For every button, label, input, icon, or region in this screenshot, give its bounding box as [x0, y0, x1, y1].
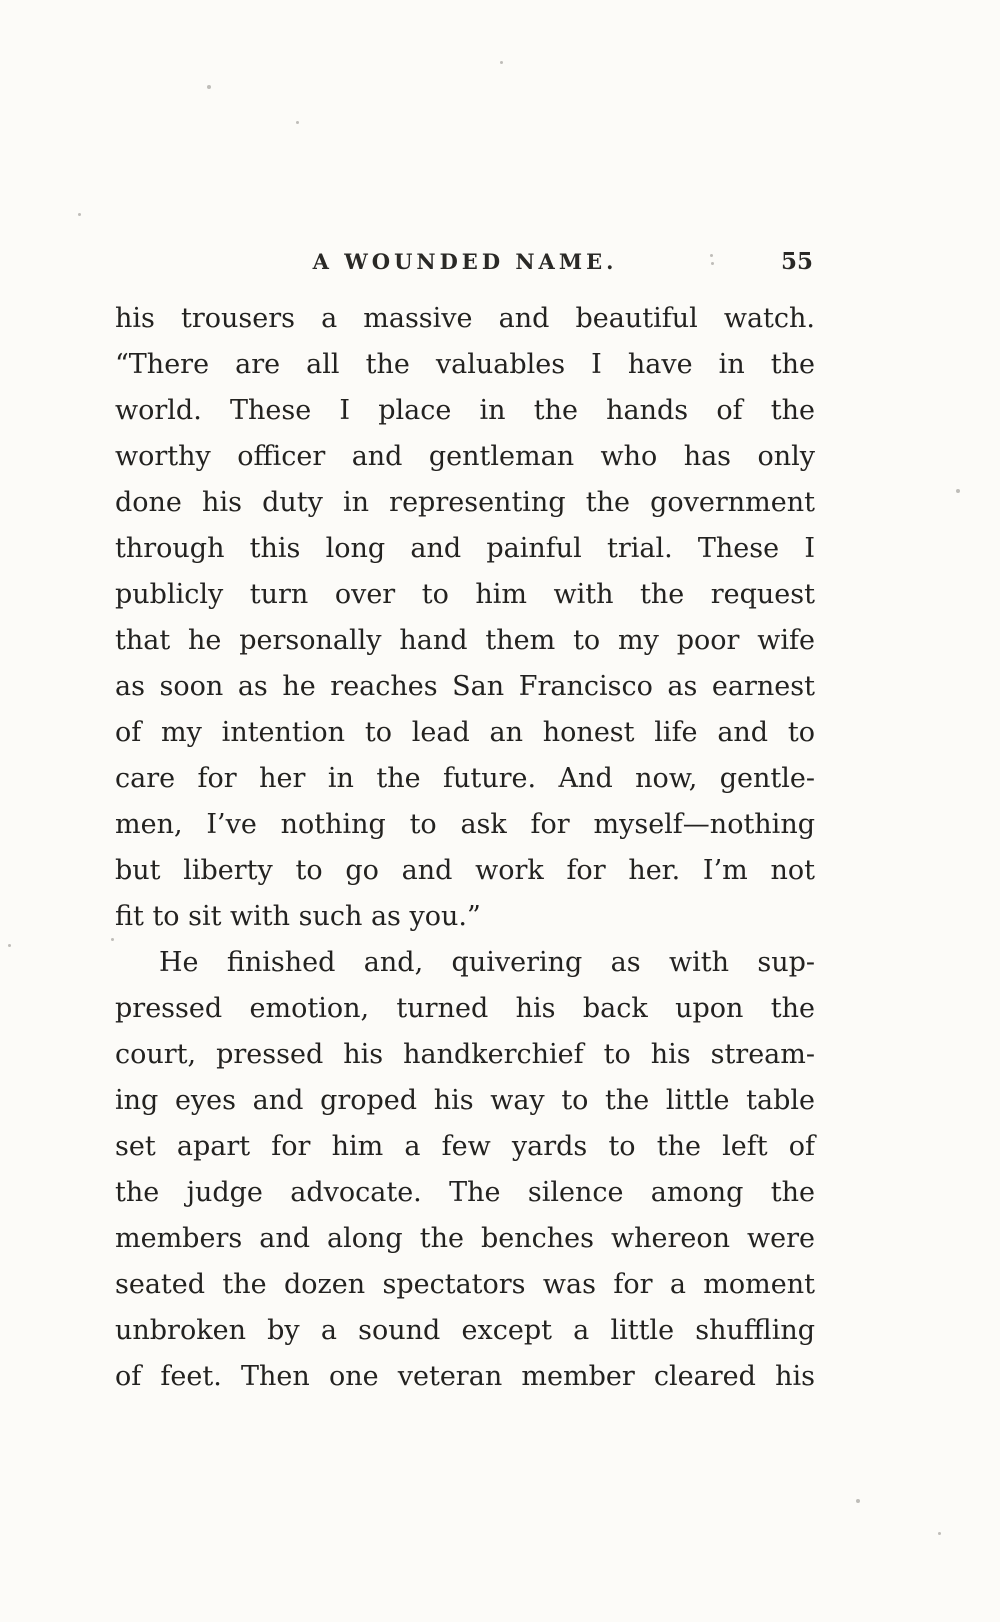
- text-line: care for her in the future. And now, gentle-: [115, 763, 815, 794]
- scan-speck: [296, 121, 299, 124]
- text-line: court, pressed his handkerchief to his stream-: [115, 1039, 815, 1070]
- text-line: He finished and, quivering as with sup-: [159, 947, 815, 978]
- scan-speck: [956, 489, 960, 493]
- text-line: “There are all the valuables I have in the: [115, 349, 815, 380]
- scan-speck: [207, 85, 211, 89]
- text-line: that he personally hand them to my poor wife: [115, 625, 815, 656]
- text-line: publicly turn over to him with the request: [115, 579, 815, 610]
- scan-speck: [711, 262, 714, 265]
- text-line: worthy officer and gentleman who has only: [115, 441, 815, 472]
- page-text: [115, 296, 815, 1400]
- text-line: seated the dozen spectators was for a moment: [115, 1269, 815, 1300]
- text-line: set apart for him a few yards to the left of: [115, 1131, 815, 1162]
- text-line: pressed emotion, turned his back upon the: [115, 993, 815, 1024]
- text-line: but liberty to go and work for her. I’m not: [115, 855, 815, 886]
- text-line: members and along the benches whereon were: [115, 1223, 815, 1254]
- text-line: ing eyes and groped his way to the little table: [115, 1085, 815, 1116]
- text-line: world. These I place in the hands of the: [115, 395, 815, 426]
- text-line: men, I’ve nothing to ask for myself—nothing: [115, 809, 815, 840]
- text-line: fit to sit with such as you.”: [115, 901, 481, 932]
- paragraph-1: [115, 296, 815, 940]
- text-line: through this long and painful trial. These I: [115, 533, 815, 564]
- scan-speck: [856, 1499, 860, 1503]
- text-line: unbroken by a sound except a little shuffling: [115, 1315, 815, 1346]
- scan-speck: [500, 61, 503, 64]
- page-number: 55: [780, 248, 813, 275]
- text-line: of my intention to lead an honest life and to: [115, 717, 815, 748]
- scan-speck: [710, 254, 713, 257]
- running-head: [115, 246, 815, 280]
- text-line: his trousers a massive and beautiful watch.: [115, 303, 815, 334]
- scan-speck: [8, 944, 11, 947]
- text-line: the judge advocate. The silence among the: [115, 1177, 815, 1208]
- scan-speck: [78, 213, 81, 216]
- page-title: A WOUNDED NAME.: [312, 249, 618, 274]
- text-line: done his duty in representing the government: [115, 487, 815, 518]
- text-line: as soon as he reaches San Francisco as earnest: [115, 671, 815, 702]
- scan-speck: [111, 938, 114, 941]
- paragraph-2: [115, 940, 815, 1400]
- text-line: of feet. Then one veteran member cleared his: [115, 1361, 815, 1392]
- scan-speck: [938, 1532, 941, 1535]
